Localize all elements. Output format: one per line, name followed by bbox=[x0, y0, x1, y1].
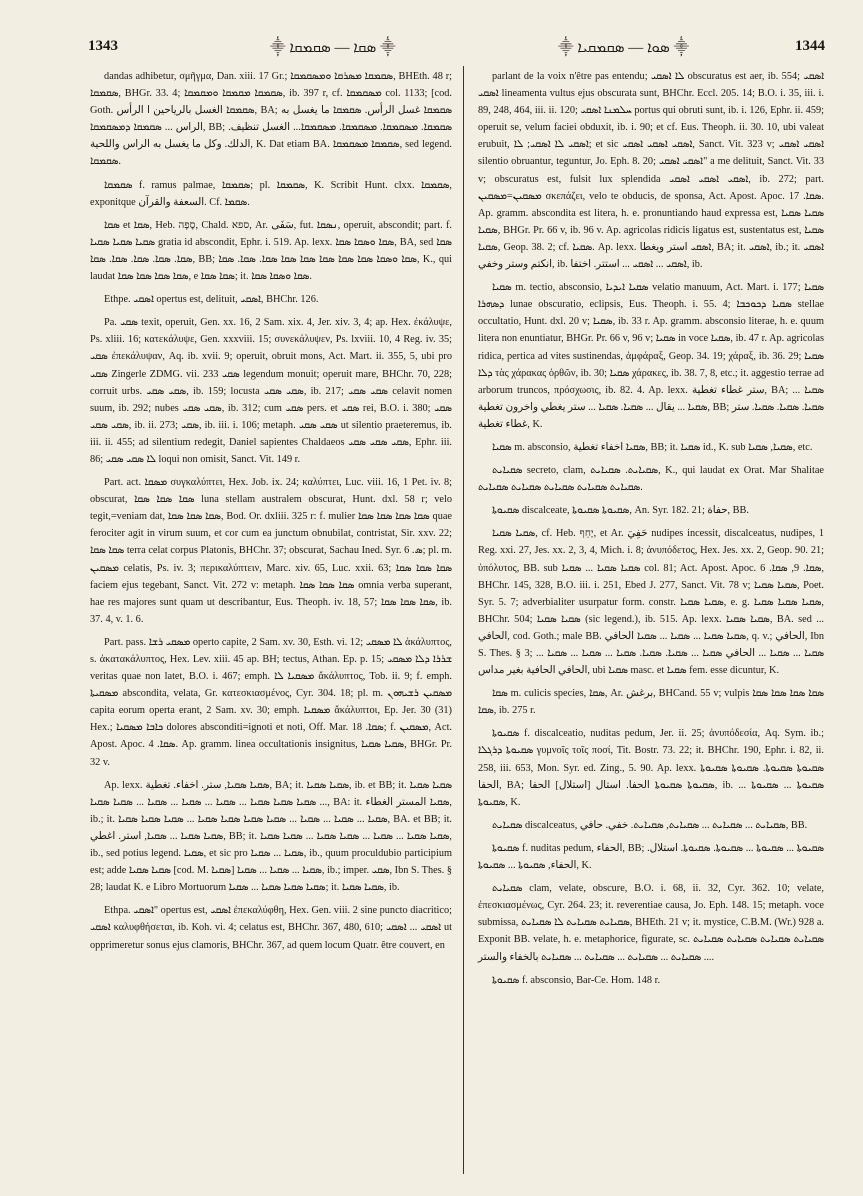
entry-text: Part. act. ܡܣܩܐ συγκαλύπτει, Hex. Job. ix. 24; καλύπτει, Luc. viii. 16, 1 Pet. iv. 8; obscurat, ܣܩܐ ܣܩܐ ܣܩܐ luna stellam australem obscurat, Hunt. dxl. 58 r; velo tegit,=veniam dat, ܣܩܐ ܣܩܐ ܣܩܐ, Bod. Or. dxliii. 325 r: f. mulier ܣܩܐ ܣܩܐ ܣܩܐ ܣܩܐ quae ferociter agit in virum suum, et cor cum ea junctum obnubilat, contristat, Sir. xxv. 22; ܣܩܐ ܣܩܐ terra celat corpus Platonis, BHChr. 37; obscurat, Sachau Ined. Syr. ܣ. 6; pl. m. ܡܣܩܝܢ celatis, Ps. iv. 3; περικαλύπτειν, Marc. xiv. 65, Luc. xxii. 63; ܣܩܐ ܣܩܐ ܣܩܐ faciem ejus tegebant, Sanct. Vit. 272 v: metaph. ܣܩܐ ܣܩܐ ܣܩܐ omnia verba superant, hae res majores sunt quam ut describantur, Eus. Theoph. iv. 18, 57; ܣܩܐ ܣܩܐ ܣܩܐ, ib. 37. 4, v. 1. 6. bbox=[90, 477, 453, 625]
page-number-left: 1343 bbox=[88, 38, 118, 54]
entry-text: Part. pass. ܡܣܩܝ ܪܫܐ operto capite, 2 Sam. xv. 30, Esth. vi. 12; ܠܐ ܡܣܩܝ ἀκάλυπτος, s. ἀκατακάλυπτος, Hex. Lev. xiii. 45 ap. BH; tectus, Athan. Ep. p. 15; ܫܪܪܐ ܕܠܐ ܡܣܩܝ veritas quae non latet, B.O. i. 467; emph. ܡܣܩܝܐ ܠܐ ἄκάλυπτος, Tob. ii. 9; f. emph. ܡܣܩܝܬܐ abscondita, velata, Gr. κατεσκιασμένος, Cyr. 304. 18; pl. m. ܡܣܩܝܢ ܪܫܝܗܘܢ capita eorum operta erant, 2 Sam. xv. 30; emph. ܡܣܩܝܐ ἄκάλυπτοι, Ep. Jer. 30 (31) Hex.; ܟܐܒܐ ܡܣܩܝܐ dolores absconditi=ignoti et noti, Off. Mar. ܣܩܐ. 18; f. ܡܣܩܝܢ, Act. Apost. Apoc. ܣܩܐ. 4. Ap. gramm. linea occultationis insignitus, ܣܩܝܐ ܣܩܝܐ, BHGr. Pr. 32 v. bbox=[90, 636, 453, 768]
dictionary-entry bbox=[90, 902, 452, 953]
dictionary-entry bbox=[90, 474, 452, 628]
dictionary-entry bbox=[478, 817, 824, 834]
dictionary-entry bbox=[90, 291, 452, 308]
dictionary-entry bbox=[478, 439, 824, 456]
dictionary-entry bbox=[478, 68, 824, 273]
dictionary-entry bbox=[90, 634, 452, 771]
entry-text: ܣܩܝܐܝܬ discalceatus, ܣܩܝܐܝܬ ... ܣܩܝܐܝܬ ... ܣܩܝܐܝܬ, ܣܩܝܐܝܬ. خفي. حافي, BB. bbox=[492, 819, 808, 831]
entry-text: Ethpe. ܐܣܩܝ opertus est, delituit, ܐܣܩܝ, BHChr. 126. bbox=[104, 294, 319, 306]
dictionary-entry bbox=[90, 777, 452, 897]
entry-text: ܣܩܝܘܬܐ f. absconsio, Bar-Ce. Hom. 148 r. bbox=[492, 974, 661, 986]
dictionary-entry bbox=[90, 314, 452, 468]
running-head-left: ⸎ ܣܩܐ — ܣܩܡܩܐ ⸎ bbox=[270, 40, 396, 56]
entry-text: Pa. ܣܩܝ texit, operuit, Gen. xx. 16, 2 Sam. xix. 4, Jer. xiv. 3, 4; ap. Hex. ἐκάλυψε, Ps. xliii. 16; κατεκάλυψε, Gen. xxxviii. 15; συνεκάλυψεν, Ps. lxviii. 10, 4 Reg. iv. 35; ܣܩܝ ἐπεκάλυψαν, Aq. ib. xvii. 9; operuit, obruit mons, Act. Mart. ii. 355, 5, ubi pro ܣܩܝ Zingerle ZDMG. vii. 233 ܣܩܝ legendum monuit; operuit mare, BHChr. 70, 228; corruit urbs. ܣܩܝ ܣܩܝ, ib. 159; locusta ܣܩܝ ܣܩܝ, ib. 217; ܣܩܝ ܣܩܝ celavit nomen suum, ib. 292; nubes ܣܩܝ ܣܩܝ, ib. 312; cum ܣܩܝ pers. et ܣܩܝ rei, B.O. i. 380; ܣܩܝ ܣܩܝ ܣܩܝ, ib. ii. 273; ܣܩܝ, ib. iii. i. 106; metaph. ܣܩܝ ܣܩܝ ut silentio praeteremus, ib. iii. ii. 455; ad silentium redegit, Daniel sapientes Chaldaeos ܣܩܝ ܣܩܝ ܣܩܝ, Ephr. iii. 86; ܠܐ ܣܩܝ ܣܩܝ loqui non omisit, Sanct. Vit. 149 r. bbox=[90, 317, 453, 465]
left-column bbox=[90, 68, 452, 960]
dictionary-entry bbox=[478, 279, 824, 433]
dictionary-entry bbox=[478, 462, 824, 496]
entry-text: ܣܩܝܐܝܬ clam, velate, obscure, B.O. i. 68, ii. 32, Cyr. 362. 10; velate, ἐπεσκιασμένως, Cyr. 264. 23; it. reverentiae causa, Jo. Eph. 148. 15; metaph. voce submissa, ܣܩܝܐܝܬ ܣܩܝܐܝܬ ܠܐ ܣܩܝܐܝܬ, BHEth. 21 v; it. mystice, C.B.M. (Wr.) 928 a. Exponit BB. velate, h. e. metaphorice, figurate, sc. ܣܩܝܐܝܬ ܣܩܝܐܝܬ ܣܩܝܐܝܬ ܣܩܝܐܝܬ ... ܣܩܝܐܝܬ ... ܣܩܝܐܝܬ ... ܣܩܝܐܝܬ ... ܣܩܝܐܝܬ بالخفاء والستر. bbox=[478, 883, 824, 963]
column-divider bbox=[463, 66, 464, 1174]
dictionary-entry bbox=[478, 880, 824, 965]
page-number-right: 1344 bbox=[795, 38, 825, 54]
entry-text: ܣܩܝܘܬܐ f. nuditas pedum, الحفاء, BB; ܣܩܝܘܬܐ ... ܣܩܝܘܬܐ ... ܣܩܝܘܬܐ. ܣܩܝܘܬܐ. استلال. الحفاء, ܣܩܝܘܬܐ ... ܣܩܝܘܬܐ, K. bbox=[478, 842, 824, 872]
dictionary-entry bbox=[90, 217, 452, 285]
page-header bbox=[88, 30, 825, 54]
dictionary-entry bbox=[478, 685, 824, 719]
entry-text: ܣܩܡܩܐ f. ramus palmae, ܣܩܡܩܐ; pl. ܣܩܡܩܐ, K. Scribit Hunt. clxx. ܣܩܡܩܐ, exponitque السعفة والقرآن. Cf. ܣܩܡܐ. bbox=[90, 179, 452, 208]
entry-text: ܣܩܝܐ m. absconsio, ܣܩܝܐ اخفاء تغطية, BB; it. ܣܩܝܐ id., K. sub ܣܩܝܐ, ܣܩܝܐ, etc. bbox=[492, 441, 813, 453]
entry-text: ܣܩܝܐܝܬ secreto, clam, ܣܩܝܐܝܬ. ܣܩܝܐܝܬ, K., qui laudat ex Orat. Mar Shalitae ܣܩܝܐܝܬ ܣܩܝܐܝܬ ܣܩܝܐܝܬ ܣܩܝܐܝܬ ܣܩܝܐܝܬ. bbox=[478, 465, 824, 494]
entry-text: ܣܩܝܐ m. tectio, absconsio, ܣܩܝܐ ܐܝܕܝܐ velatio manuum, Act. Mart. i. 177; ܣܩܝܐ ܕܣܗܪܐ lunae obscuratio, eclipsis, Eus. Theoph. i. 55. 4; ܣܩܝܐ ܕܟܘܟܒܐ stellae occultatio, Hunt. dxl. 20 v; ܣܩܝܐ, ib. 33 r. Ap. gramm. absconsio literae, h. e. quum litera non enuntiatur, BHGr. Pr. 66 v, 96 v; ܣܩܝܐ in voce ܣܩܝܐ, ib. 47 r. Ap. agricolas ridica, pertica ad vites sustinendas, ἀμφάραξ, Geop. 34. 19; χάραξ, ib. 36. 29; ܣܩܝܐ ܕܠܐ τὰς χάρακας ὀρθῶν, ib. 30; ܣܩܝܐ χάρακες, ib. 38. 7, 8, etc.; it. aggestio terrae ad arborum truncos, πρόσχωσις, ib. 82. 4. Ap. lexx. ستر غطاء تغطية, BA; ܣܩܝܐ ... ܣܩܝܐ ... يقال ... ܣܩܝܐ. ܣܩܝܐ ... ستر يغطي واخرون تغطية, BB; ܣܩܝܐ. ܣܩܝܐ. ܣܩܝܐ. ستر غطاء تغطية, K. bbox=[478, 282, 824, 430]
entry-text: ܣܩܝܘܬܐ f. discalceatio, nuditas pedum, Jer. ii. 25; ἀνυπόδεσία, Aq. Sym. ib.; ܣܩܝܘܬܐ ܕܪܓܠܐ γυμνοῖς τοῖς ποσί, Tit. Bostr. 73. 22; it. BHChr. 190, Ephr. i. 82, ii. 258, iii. 653, Mon. Syr. ed. Zing., 5. 90. Ap. lexx. ܣܩܝܘܬܐ ܣܩܝܘܬܐ. ܣܩܝܘܬܐ ܣܩܝܘܬܐ الحفا, BA; ܣܩܝܘܬܐ ܣܩܝܘܬܐ الحفا. استال [استلال] الحفا, ib. ܣܩܝܘܬܐ ... ܣܩܝܘܬܐ ... ܣܩܝܘܬܐ, K. bbox=[478, 728, 824, 808]
entry-text: ܣܩܐ m. culicis species, ܣܩܐ, Ar. برغش, BHCand. 55 v; vulpis ܣܩܐ ܣܩܐ ܣܩܐ ܣܩܐ ܣܩܐ, ib. 275 r. bbox=[478, 688, 824, 717]
entry-text: dandas adhibetur, σμῆγμα, Dan. xiii. 17 Gr.; ܣܩܡܩܐ ܡܣܪܩܐ ܘܡܣܩܡܩܐ, BHEth. 48 r; ܣܩܡܩܐ, BHGr. 33. 4; ܣܩܡܩܐ ܡܩܡܩܐ ܘܡܩܡܩܐ, ib. 397 r, cf. ܡܣܩܡܩܐ col. 1133; [cod. Goth. ܣܩܡܩܐ الغسل بالرياحين ا الرأس, BA; ܣܩܡܩܐ غسل الرأس. ܣܩܡܩܐ ما يغسل به الراس ... ܣܩܡܩܐ ܕܡܣܩܡܩܐ, BB; ܣܩܡܩܐ. ܡܣܩܡܩܐ. ܡܣܩܡܩܐ. ܡܣܩܡܩܐ... الغسل تنظيف. الدلك. وكل ما يغسل به الراس واللحية, K. Dat etiam BA. ܣܩܡܩܐ ܡܣܩܡܩܐ, sed legend. ܣܩܡܩܐ. bbox=[90, 71, 453, 168]
dictionary-entry bbox=[478, 502, 824, 519]
dictionary-entry bbox=[478, 972, 824, 989]
entry-text: Ap. lexx. ܣܩܝܐ ܣܩܝܐ, ستر. اخفاء. تغطية, BA; it. ܣܩܝܐ ܣܩܝܐ, ib. et BB; it. ܣܩܝܐ ܣܩܝܐ ... ܣܩܝܐ ܣܩܝܐ ܣܩܝܐ ... ܣܩܝܐ ... ܣܩܝܐ ... ܣܩܝܐ ... ܣܩܝܐ ܣܩܝܐ, BA: it. ܣܩܝܐ المستر الغطاء, ib.; it. ܣܩܝܐ ... ܣܩܝܐ ... ܣܩܝܐ ... ܣܩܝܐ ܣܩܝܐ ܣܩܝܐ ܣܩܝܐ ... ܣܩܝܐ ܣܩܝܐ ܣܩܝܐ, BA. et BB; it. ܣܩܝܐ ܣܩܝܐ ... ܣܩܝܐ, استر. اغطي, BB; it. ܣܩܝܐ ܣܩܝܐ ... ܣܩܝܐ ... ܣܩܝܐ ܣܩܝܐ ... ܣܩܝܐ ܣܩܝܐ, ib., sed potius legend. ܣܩܝܐ, et sic pro ܣܩܝܐ ... ܣܩܝܐ, ib., quum proculdubio participium est; adde ܣܩܝܐ ܣܩܝܐ [cod. M. ܣܩܝܐ] ܣܩܝܐ ... ܣܩܝܐ ... ܣܩܝܐ, ib.; imper. ܣܩܝ, Ibn S. Thes. § 28; laudat K. e Libro Mortuorum ܣܩܝܐ ܣܩܝܐ ܣܩܝܐ ... ܣܩܝܐ; it. ܣܩܝܐ ܣܩܝܐ, ib. bbox=[90, 779, 452, 894]
entry-text: ܣܩܐ et ܣܩܐ, Heb. סָפָה, Chald. ספא, Ar. سَفَى, fut. ܢܣܩܐ, operuit, abscondit; part. f. ܣܩܝܐ ܣܩܝܐ ܣܩܝܐ gratia id abscondit, Ephr. i. 519. Ap. lexx. ܣܩܐ ܘܣܩܐ ܣܩܐ, BA, sed ܣܩܐ ܣܩܐ. ܣܩܐ. ܣܩܐ. ܣܩܐ. ܣܩܐ, BB; ܣܩܐ ܘܣܩܐ ܣܩܐ ܣܩܐ ܣܩܐ ܣܩܐ ܣܩܐ ܣܩܐ. ܣܩܐ. ܣܩܐ, K., qui laudat ܣܩܐ ܣܩܐ ܣܩܐ ܣܩܐ, e ܣܩܐ ܣܩܐ; it. ܣܩܐ ܘܣܩܐ ܣܩܐ. bbox=[90, 219, 452, 283]
dictionary-entry bbox=[478, 840, 824, 874]
entry-text: parlant de la voix n'être pas entendu; ܠܐ ܐܣܩܝ obscuratus est aer, ib. 554; ܐܣܩܝ ܐܣܩܝ lineamenta vultus ejus obscurata sunt, BHChr. Eccl. 205. 14; B.O. i. 35, iii. i. 89, 248, 464, iii. ii. 120; ܚܠܡܢܐ ܐܣܩܝ portus qui obruti sunt, ib. i. 126, Ephr. ii. 459; operuit se, velum faciei obduxit, ib. i. 90; et cf. Eus. Theoph. ii. 30. 10, ubi valeat erubuit, ܐܣܩܝ ܠܐ ܐܣܩܝ; ܠܐ; et sic ܐܣܩܝ ܐܣܩܝ ܐܣܩܝ, Sanct. Vit. 323 v; ܐܣܩܝ ܐܣܩܝ silentio obruantur, teguntur, Jo. Eph. 8. 20; ܐܣܩܝ ܐܣܩܝ" a me delituit, Sanct. Vit. 33 v; obscuratus est, fulsit lux splendida ܐܣܩܝ ܐܣܩܝ ܐܣܩܝ, ib. 272; part. ܡܣܩܝܢ=ܡܣܩܝܢ σκεπάζει, velo te obducis, de sponsa, Act. Apost. Apoc. ܣܩܐ. 17. Ap. gramm. abscondita est litera, h. e. pronuntiando haud expressa est, ܣܩܝܐ ܣܩܝܐ ܣܩܝܐ, BHGr. Pr. 66 v, ib. 96 v. Ap. agricolas ridicis ligatus est, sustentatus est, ܣܩܝܐ ܣܩܝܐ, Geop. 38. 2; cf. ܣܩܝܐ. Ap. lexx. ܐܣܩܝ استر ويغطا, BA; it. ܐܣܩܝ, ib.; it. ܐܣܩܝ انكتم وستر وخفي, ib. ܐܣܩܝ ... ܐܣܩܝ ... استتر. اختفا, ib. bbox=[478, 71, 825, 271]
entry-text: ܣܩܝܐ ܣܩܝܐ, cf. Heb. יָחֵף, et Ar. حَفِيَ nudipes incessit, discalceatus, nudipes, 1 Reg. xxi. 27, Jes. xx. 2, 3, 4, Mich. i. 8; ἀνυπόδετος, Hex. Jes. xx. 2, Geop. 90. 21; ὑπόλυτος, BB. sub ܣܩܝܐ ܣܩܝܐ ... ܣܩܝܐ col. 81; Act. Apost. Apoc. ܣܩܐ. 9, ܣܩܐ. 6, BHChr. 145, 328, B.O. iii. i. 251, Ebed J. 277, Sanct. Vit. 78 v; ܣܩܝܐ ܣܩܝܐ, Poet. Syr. 5. 7; adverbialiter usurpatur form. constr. ܣܩܝܐ ܣܩܝܐ, e. g. ܣܩܝܐ ܣܩܝܐ ܣܩܝܐ, BHChr. 504; ܣܩܝܐ ܣܩܝܐ (sic legend.), ib. 515. Ap. lexx. ܣܩܝܐ ܣܩܝܐ, BA. sed ... الحافي, cod. Goth.; male BB. ܣܩܝܐ ܣܩܝܐ ... ܣܩܝܐ ... ܣܩܝܐ الحافي, q. v.; الحافي, Ibn S. Thes. § 3; ܣܩܝܐ ... ܣܩܝܐ ... الحافي ܣܩܝܐ ... ܣܩܝܐ. ܣܩܝܐ. ܣܩܝܐ ... ܣܩܝܐ ... ܣܩܝܐ ... الحافي الحافية بغير مداس, ubi ܣܩܝܐ masc. et ܣܩܝܐ fem. esse dicuntur, K. bbox=[478, 528, 825, 677]
dictionary-entry bbox=[90, 177, 452, 211]
dictionary-entry bbox=[478, 725, 824, 810]
dictionary-entry bbox=[478, 525, 824, 679]
right-column bbox=[478, 68, 824, 995]
entry-text: Ethpa. ܐܣܩܝ" opertus est, ܐܣܩܝ ἐπεκαλύφθη, Hex. Gen. viii. 2 sine puncto diacritico; ܐܣܩܝ καλυφθήσεται, ib. Koh. vi. 4; celatus est, BHChr. 367, 480, 610; ܐܣܩܝ ... ܐܣܩܝ ut opprimeretur sonus ejus clamoris, BHChr. 367, ad quem locum Quatr. être couvert, en bbox=[90, 905, 452, 951]
entry-text: ܣܩܝܘܬܐ discalceate, ܣܩܝܘܬܐ ܣܩܝܘܬܐ, An. Syr. 182. 21; حفاة, BB. bbox=[492, 505, 749, 517]
running-head-right: ⸎ ܣܘܐ — ܣܩܡܩܝܐ ⸎ bbox=[558, 40, 690, 56]
dictionary-entry bbox=[90, 68, 452, 171]
